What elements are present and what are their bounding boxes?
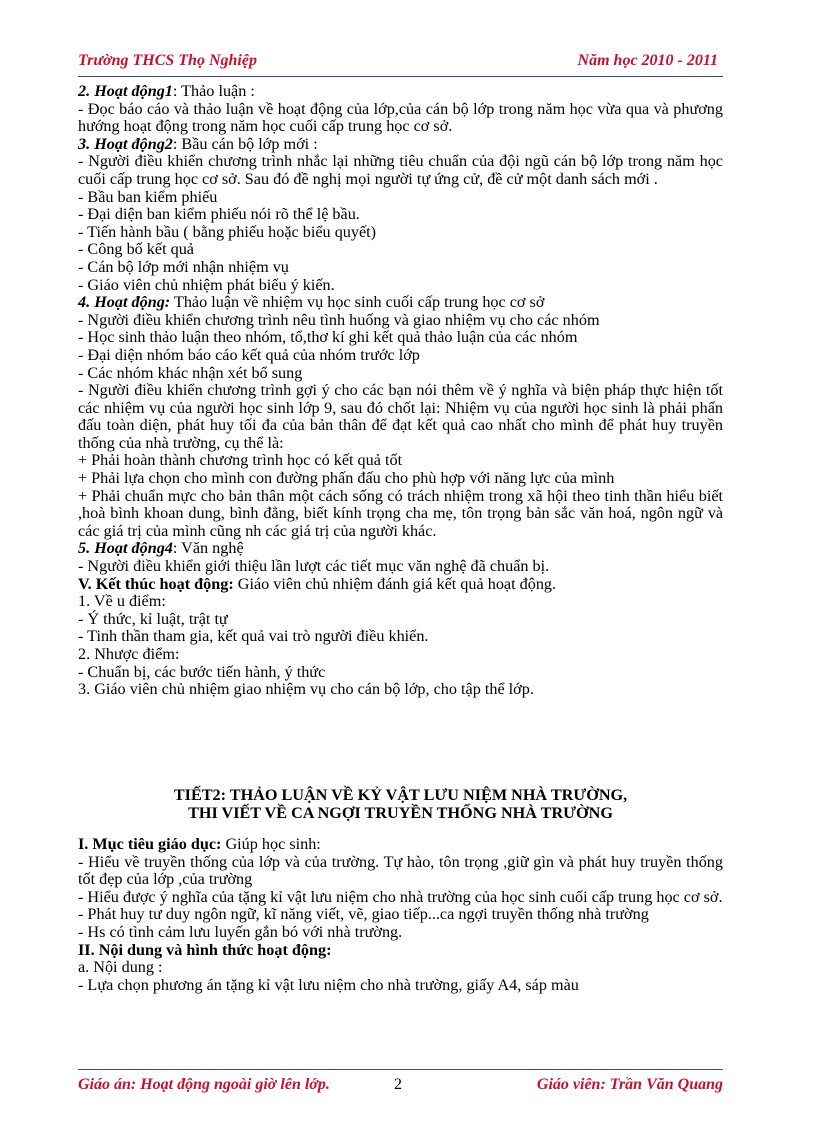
list-item: - Người điều khiển giới thiệu lần lượt các tiết mục văn nghệ đã chuẩn bị. — [78, 557, 550, 576]
paragraph: + Phải chuẩn mực cho bản thân một cách sống có trách nhiệm trong xã hội theo tinh thần hiểu biết ,hoà bình khoan dung, bình đẳng, biết kính trọng cha mẹ, tôn trọng bản sắc văn hoá, ngôn ngữ và các giá trị của mình cũng nh các giá trị của người khác. — [78, 486, 723, 540]
list-item: 2. Nhược điểm: — [78, 645, 180, 663]
body-section-1 — [78, 83, 723, 699]
list-item: - Lựa chọn phương án tặng kỉ vật lưu niệm cho nhà trường, giấy A4, sáp màu — [78, 975, 579, 994]
list-item: - Đại diện nhóm báo cáo kết quả của nhóm trước lớp — [78, 345, 420, 364]
list-item: - Hs có tình cảm lưu luyến gắn bó với nhà trường. — [78, 922, 403, 941]
paragraph: - Phát huy tư duy ngôn ngữ, kĩ năng viết, vẽ, giao tiếp...ca ngợi truyền thống nhà trường — [78, 905, 649, 924]
footer-teacher: Giáo viên: Trần Văn Quang — [536, 1076, 723, 1093]
list-item: - Bầu ban kiểm phiếu — [78, 187, 218, 206]
lesson-title-line-2: THI VIẾT VỀ CA NGỢI TRUYỀN THỐNG NHÀ TRƯỜNG — [188, 804, 613, 822]
activity-3-heading: 3. Hoạt động2: Bầu cán bộ lớp mới : — [78, 134, 318, 153]
list-item: - Công bố kết quả — [78, 240, 194, 259]
list-item: - Tiến hành bầu ( bằng phiếu hoặc biểu quyết) — [78, 222, 377, 241]
activity-2-heading: 2. Hoạt động1: Thảo luận : — [78, 82, 255, 100]
list-item: + Phải hoàn thành chương trình học có kết quả tốt — [78, 451, 403, 470]
list-item: a. Nội dung : — [78, 958, 163, 977]
header-year: Năm học 2010 - 2011 — [577, 52, 718, 69]
activity-5-heading: 5. Hoạt động4: Văn nghệ — [78, 539, 244, 558]
section-v-heading: V. Kết thúc hoạt động: Giáo viên chủ nhiệm đánh giá kết quả hoạt động. — [78, 574, 557, 593]
header-rule — [78, 76, 723, 77]
header-school: Trường THCS Thọ Nghiệp — [78, 52, 257, 69]
list-item: - Người điều khiển chương trình nêu tình huống và giao nhiệm vụ cho các nhóm — [78, 310, 600, 329]
list-item: 3. Giáo viên chủ nhiệm giao nhiệm vụ cho cán bộ lớp, cho tập thể lớp. — [78, 680, 534, 699]
lesson-title-line-1: TIẾT2: THẢO LUẬN VỀ KỶ VẬT LƯU NIỆM NHÀ TRƯỜNG, — [173, 786, 628, 804]
paragraph: - Người điều khiển chương trình nhắc lại những tiêu chuẩn của đội ngũ cán bộ lớp trong năm học cuối cấp trung học cơ sở. Sau đó đề nghị mọi người tự ứng cử, đề cử một danh sách mới . — [78, 152, 723, 188]
activity-4-heading: 4. Hoạt động: Thảo luận về nhiệm vụ học sinh cuối cấp trung học cơ sở — [78, 293, 545, 312]
list-item: - Chuẩn bị, các bước tiến hành, ý thức — [78, 662, 326, 681]
list-item: - Học sinh thảo luận theo nhóm, tổ,thơ kí ghi kết quả thảo luận của các nhóm — [78, 328, 578, 347]
objectives-heading: I. Mục tiêu giáo dục: Giúp học sinh: — [78, 835, 321, 853]
list-item: - Đại diện ban kiểm phiếu nói rõ thể lệ bầu. — [78, 205, 360, 224]
footer-rule — [78, 1069, 723, 1070]
list-item: - Cán bộ lớp mới nhận nhiệm vụ — [78, 257, 289, 276]
footer-lesson-plan: Giáo án: Hoạt động ngoài giờ lên lớp. — [78, 1076, 330, 1093]
list-item: - Các nhóm khác nhận xét bổ sung — [78, 363, 303, 382]
page-number: 2 — [394, 1076, 402, 1093]
paragraph: - Hiểu về truyền thống của lớp và của trường. Tự hào, tôn trọng ,giữ gìn và phát huy truyền thống tốt đẹp của lớp ,của trường — [78, 852, 723, 889]
list-item: - Giáo viên chủ nhiệm phát biểu ý kiến. — [78, 275, 335, 294]
paragraph: - Đọc báo cáo và thảo luận về hoạt động của lớp,của cán bộ lớp trong năm học vừa qua và phương hướng hoạt động trong năm học cuối cấp trung học cơ sở. — [78, 99, 723, 136]
page-footer — [78, 1076, 723, 1100]
list-item: 1. Về u điểm: — [78, 592, 166, 611]
list-item: + Phải lựa chọn cho mình con đường phấn đấu cho phù hợp với năng lực của mình — [78, 469, 615, 488]
paragraph: - Hiểu được ý nghĩa của tặng kỉ vật lưu niệm cho nhà trường của học sinh cuối cấp trung học cơ sở. — [78, 887, 723, 906]
paragraph: - Người điều khiển chương trình gợi ý cho các bạn nói thêm về ý nghĩa và biện pháp thực hiện tốt các nhiệm vụ của người học sinh lớp 9, sau đó chốt lại: Nhiệm vụ của người học sinh là phải phấn đấu toàn diện, phát huy tối đa của bản thân để đạt kết quả cao nhất cho mình để phát huy truyền thống của nhà trường, cụ thể là: — [78, 381, 723, 452]
list-item: - Ý thức, kỉ luật, trật tự — [78, 609, 228, 628]
lesson-title — [78, 786, 723, 822]
body-section-2 — [78, 836, 723, 994]
list-item: - Tinh thần tham gia, kết quả vai trò người điều khiển. — [78, 627, 429, 646]
content-heading: II. Nội dung và hình thức hoạt động: — [78, 940, 332, 959]
